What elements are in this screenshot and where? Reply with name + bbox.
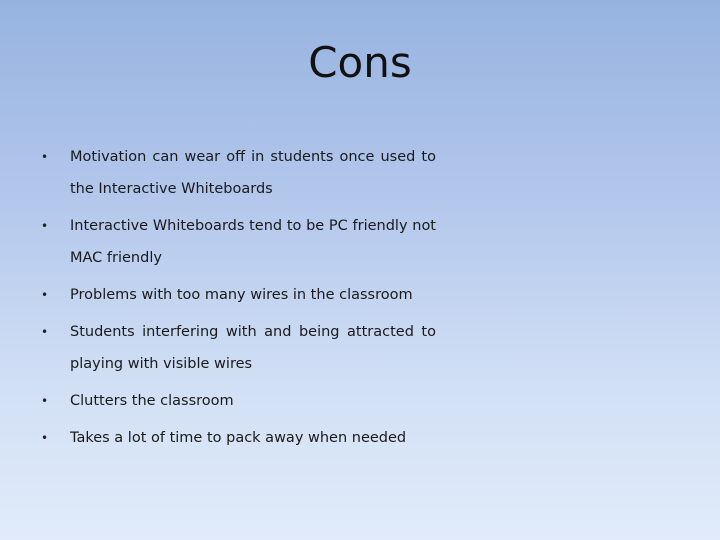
bullet-item [36,210,436,274]
bullet-text: Interactive Whiteboards tend to be PC friendly not MAC friendly [70,218,436,266]
bullet-point-icon: • [41,150,49,164]
bullet-item [36,279,436,311]
bullet-text: Students interfering with and being attracted to playing with visible wires [70,324,436,372]
bullet-text: Problems with too many wires in the classroom [70,287,413,303]
slide-title: Cons [308,38,412,87]
bullet-point-icon: • [41,288,49,302]
bullet-item [36,141,436,205]
bullet-item [36,316,436,380]
bullet-point-icon: • [41,219,49,233]
bullet-text: Motivation can wear off in students once used to the Interactive Whiteboards [70,149,436,197]
bullet-text: Takes a lot of time to pack away when needed [70,430,407,446]
bullet-point-icon: • [41,431,49,445]
bullet-item [36,422,436,454]
bullet-point-icon: • [41,325,49,339]
bullet-list [36,141,436,459]
bullet-item [36,385,436,417]
bullet-point-icon: • [41,394,49,408]
bullet-text: Clutters the classroom [70,393,234,409]
